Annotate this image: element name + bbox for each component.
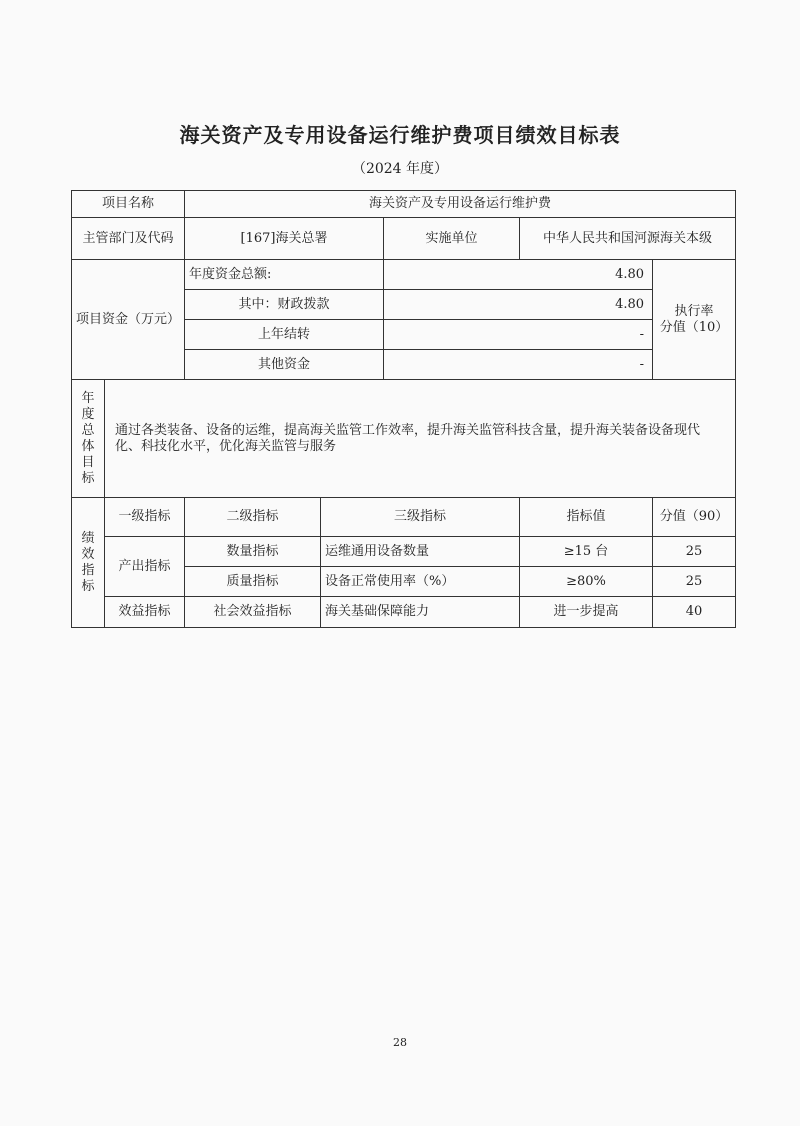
page-number: 28	[393, 1036, 407, 1049]
fiscal-appropriation-label: 其中：财政拨款	[185, 290, 384, 320]
table-row-score: 25	[653, 537, 736, 567]
performance-indicators-label: 绩效指标	[72, 498, 105, 628]
level1-header: 一级指标	[105, 498, 185, 537]
table-row-level2: 质量指标	[185, 567, 321, 597]
level3-header: 三级指标	[321, 498, 520, 537]
indicator-value-header: 指标值	[520, 498, 653, 537]
table-row-level2: 社会效益指标	[185, 597, 321, 628]
benefit-indicators-label: 效益指标	[105, 597, 185, 628]
table-row-score: 40	[653, 597, 736, 628]
table-row-value: ≥15 台	[520, 537, 653, 567]
project-name-label: 项目名称	[72, 191, 185, 218]
table-row-value: ≥80%	[520, 567, 653, 597]
level2-header: 二级指标	[185, 498, 321, 537]
score-header: 分值（90）	[653, 498, 736, 537]
impl-unit-value: 中华人民共和国河源海关本级	[520, 218, 736, 260]
performance-target-table	[71, 190, 736, 628]
dept-label: 主管部门及代码	[72, 218, 185, 260]
other-funds-value: -	[384, 350, 653, 380]
output-indicators-label: 产出指标	[105, 537, 185, 597]
page-title: 海关资产及专用设备运行维护费项目绩效目标表	[179, 123, 621, 147]
execution-rate-label: 执行率	[674, 303, 714, 319]
carryover-label: 上年结转	[185, 320, 384, 350]
table-row-score: 25	[653, 567, 736, 597]
fiscal-appropriation-value: 4.80	[384, 290, 653, 320]
execution-rate-cell	[653, 260, 736, 380]
project-funds-label: 项目资金（万元）	[72, 260, 185, 380]
table-row-level3: 设备正常使用率（%）	[321, 567, 520, 597]
project-name-value: 海关资产及专用设备运行维护费	[185, 191, 736, 218]
carryover-value: -	[384, 320, 653, 350]
year-subtitle: （2024 年度）	[351, 161, 449, 177]
annual-total-value: 4.80	[384, 260, 653, 290]
execution-rate-score: 分值（10）	[659, 319, 729, 335]
table-row-level2: 数量指标	[185, 537, 321, 567]
dept-value: [167]海关总署	[185, 218, 384, 260]
table-row-level3: 海关基础保障能力	[321, 597, 520, 628]
annual-goal-label: 年度总体目标	[72, 380, 105, 498]
impl-unit-label: 实施单位	[384, 218, 520, 260]
other-funds-label: 其他资金	[185, 350, 384, 380]
annual-total-label: 年度资金总额:	[185, 260, 384, 290]
table-row-level3: 运维通用设备数量	[321, 537, 520, 567]
annual-goal-text: 通过各类装备、设备的运维，提高海关监管工作效率，提升海关监管科技含量，提升海关装备设备现代化、科技化水平，优化海关监管与服务	[105, 380, 736, 498]
table-row-value: 进一步提高	[520, 597, 653, 628]
